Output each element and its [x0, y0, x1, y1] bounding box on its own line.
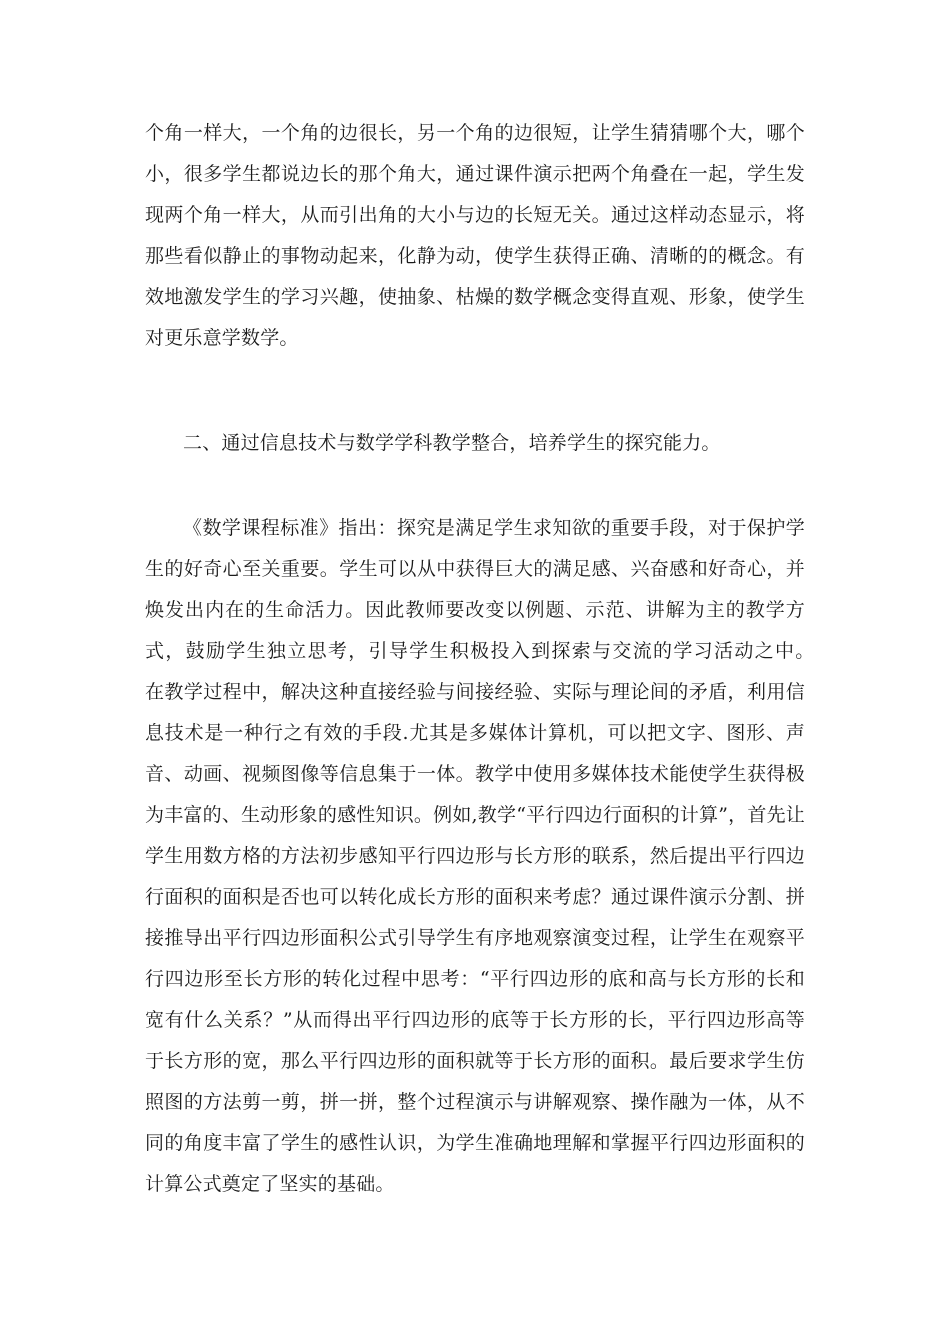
section-heading: 二、通过信息技术与数学学科教学整合，培养学生的探究能力。	[183, 432, 721, 454]
body-paragraph: 《数学课程标准》指出：探究是满足学生求知欲的重要手段，对于保护学生的好奇心至关重要。学生可以从中获得巨大的满足感、兴奋感和好奇心，并焕发出内在的生命活力。因此教师要改变以例题、示范、讲解为主的教学方式，鼓励学生独立思考，引导学生积极投入到探索与交流的学习活动之中。 在教学过程中，解决这种直接经验与间接经验、实际与理论间的矛盾，利用信息技术是一种行之有效的手段.尤其是多媒体计算机，可以把文字、图形、声音、动画、视频图像等信息集于一体。教学中使用多媒体技术能使学生获得极为丰富的、生动形象的感性知识。例如,教学“平行四边行面积的计算”，首先让学生用数方格的方法初步感知平行四边形与长方形的联系，然后提出平行四边行面积的面积是否也可以转化成长方形的面积来考虑？通过课件演示分割、拼接推导出平行四边形面积公式引导学生有序地观察演变过程，让学生在观察平行四边形至长方形的转化过程中思考：“平行四边形的底和高与长方形的长和宽有什么关系？”从而得出平行四边形的底等于长方形的长，平行四边形高等于长方形的宽，那么平行四边形的面积就等于长方形的面积。最后要求学生仿照图的方法剪一剪，拼一拼，整个过程演示与讲解观察、操作融为一体，从不同的角度丰富了学生的感性认识，为学生准确地理解和掌握平行四边形面积的计算公式奠定了坚实的基础。	[145, 517, 831, 1195]
body-paragraph-continuation: 个角一样大，一个角的边很长，另一个角的边很短，让学生猜猜哪个大，哪个小，很多学生都说边长的那个角大，通过课件演示把两个角叠在一起，学生发现两个角一样大，从而引出角的大小与边的长短无关。通过这样动态显示，将那些看似静止的事物动起来，化静为动，使学生获得正确、清晰的的概念。有效地激发学生的学习兴趣，使抽象、枯燥的数学概念变得直观、形象，使学生对更乐意学数学。	[145, 122, 805, 349]
